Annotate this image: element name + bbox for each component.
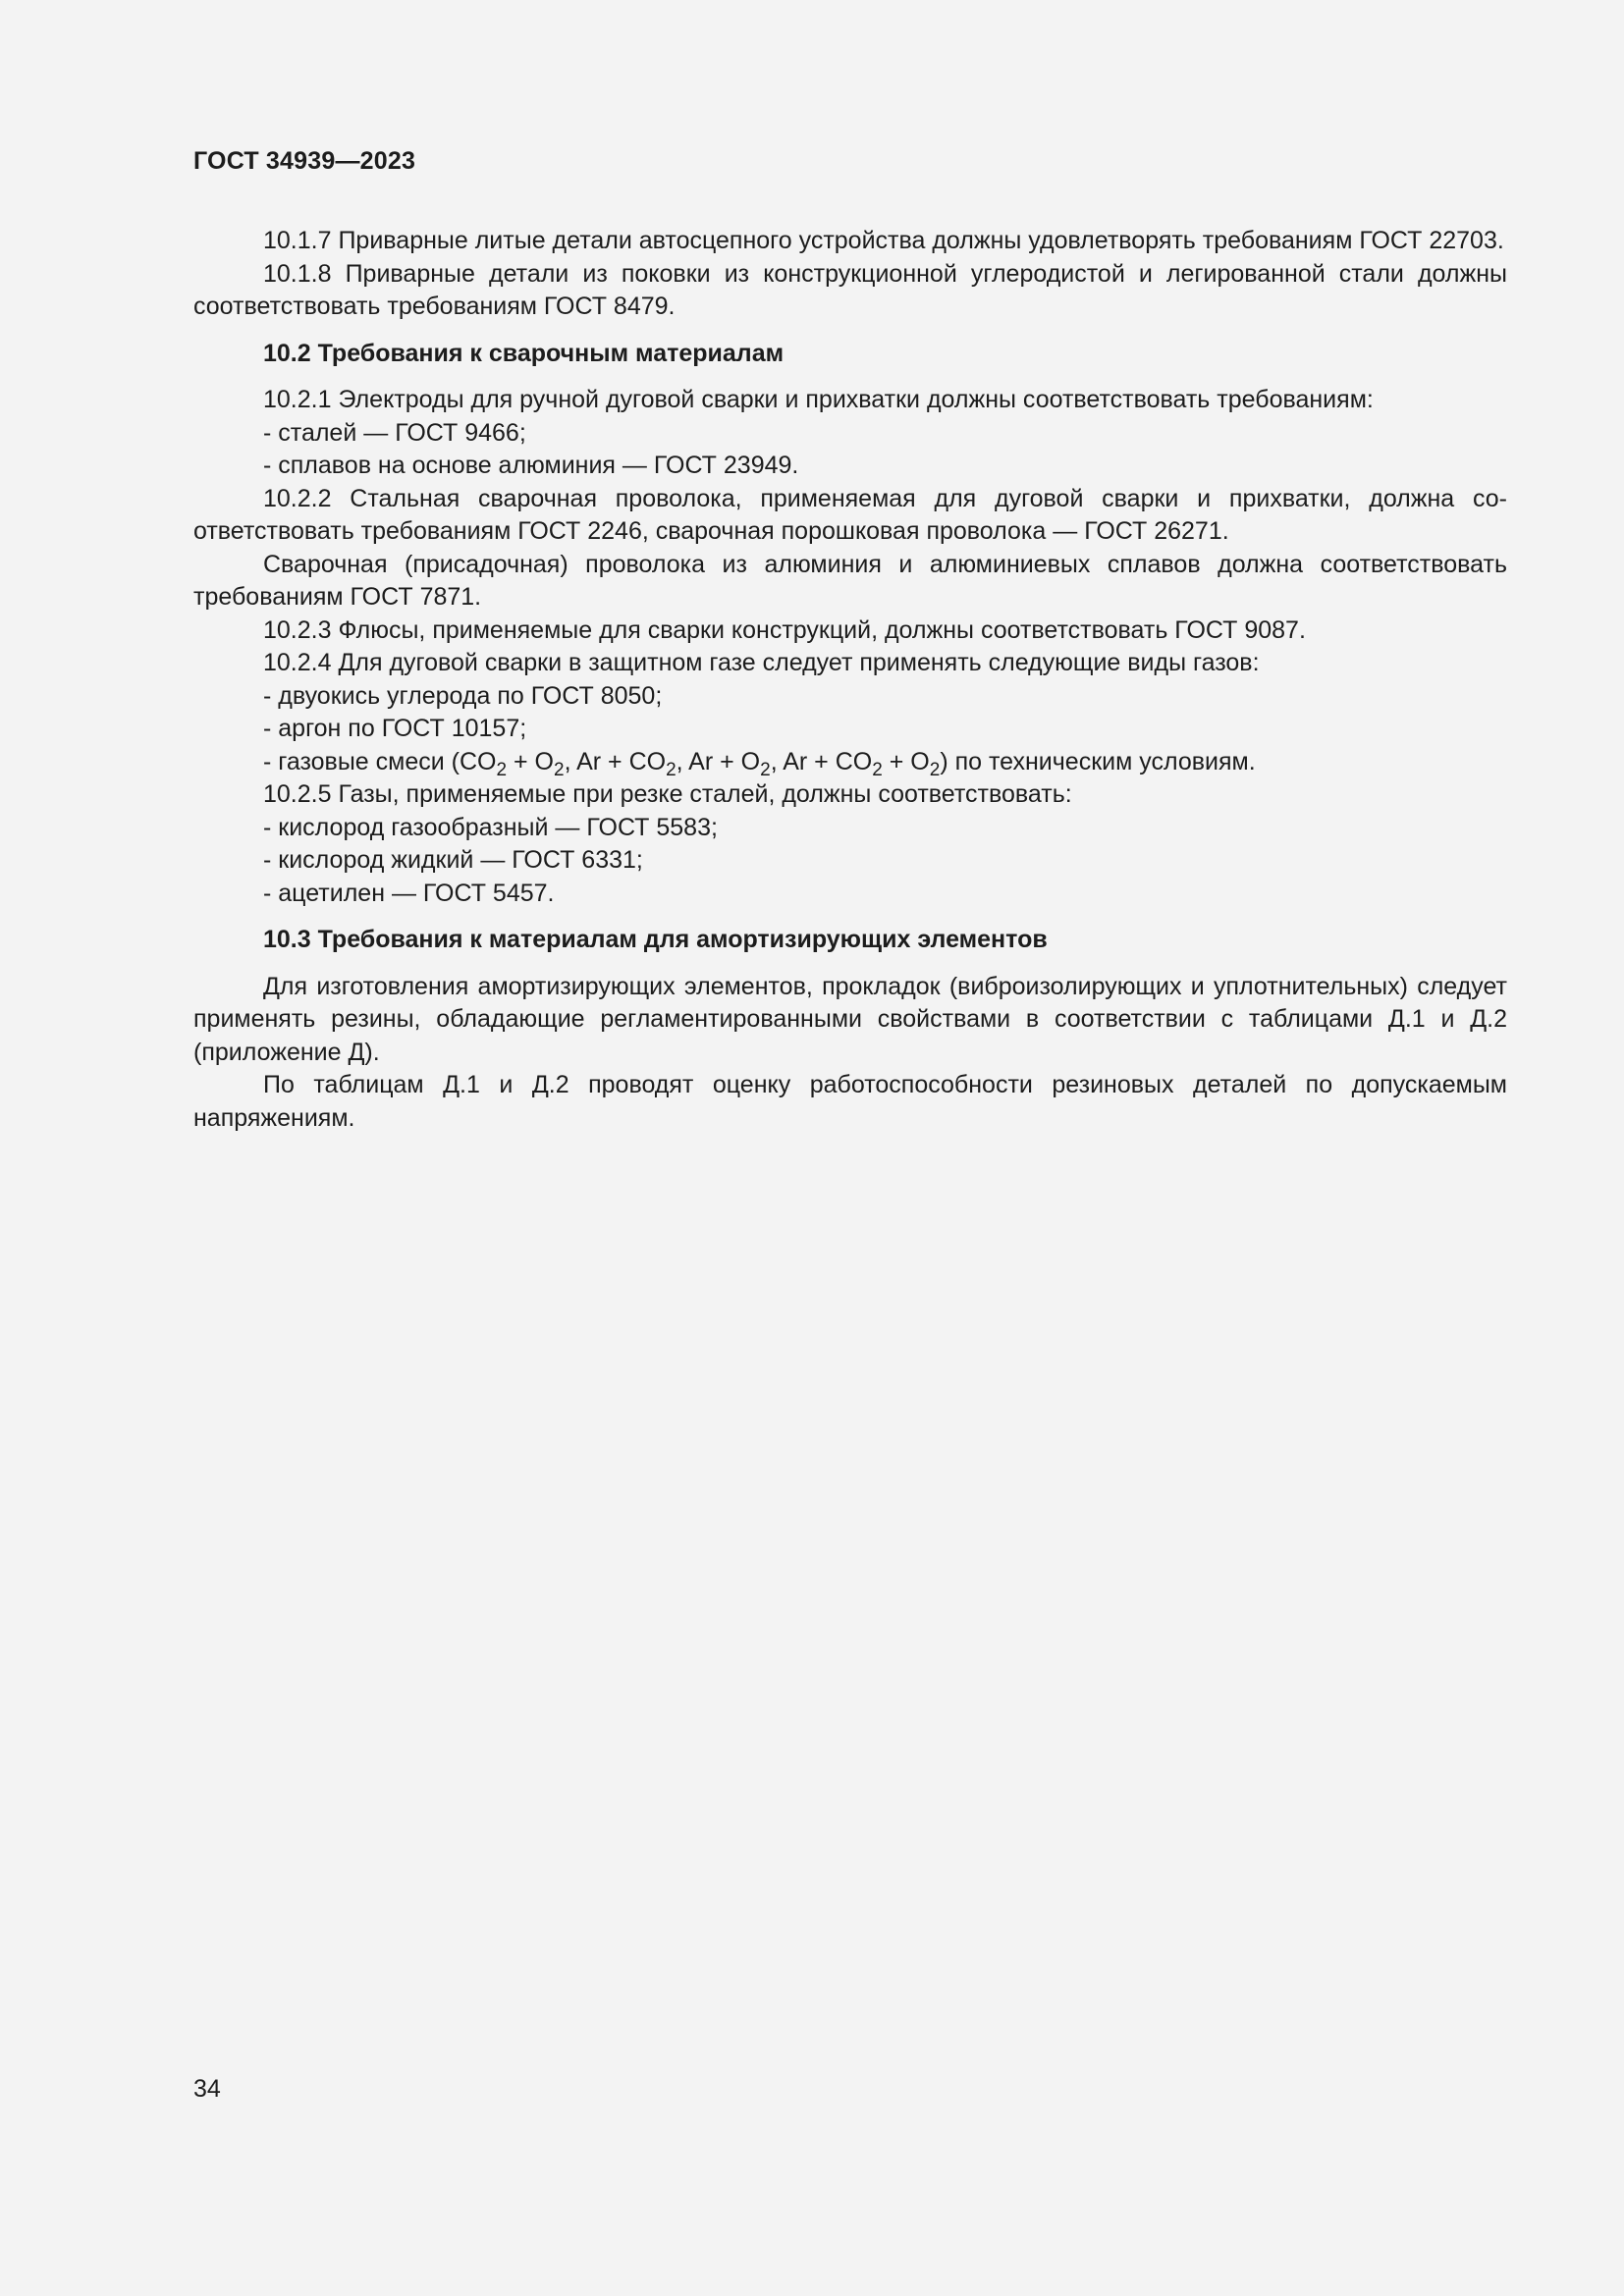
paragraph-10-3-elements: Для изготовления амортизирующих элементов, прокладок (виброизолирующих и уплотнительных) следует применять резины, обладающие регламентированными свойствами в соответствии с таблицами Д.1 и Д.2 (приложение Д). [193, 972, 1507, 1066]
list-item: - аргон по ГОСТ 10157; [263, 715, 527, 742]
paragraph-10-3-assessment: По таблицам Д.1 и Д.2 проводят оценку работоспособности резиновых деталей по допускаемым напряжениям. [193, 1071, 1507, 1132]
section-heading-10-3: 10.3 Требования к материалам для амортизирующих элементов [263, 926, 1048, 953]
paragraph-10-1-8: 10.1.8 Приварные детали из поковки из конструкционной углеродистой и легированной стали должны соответствовать требованиям ГОСТ 8479. [193, 259, 1507, 320]
document-header: ГОСТ 34939—2023 [193, 147, 416, 175]
paragraph-10-2-3: 10.2.3 Флюсы, применяемые для сварки конструкций, должны соответствовать ГОСТ 9087. [263, 615, 1306, 644]
subscript: 2 [929, 759, 941, 780]
gas-mix-text: , Ar + CO [564, 747, 667, 775]
section-heading-10-2: 10.2 Требования к сварочным материалам [263, 339, 785, 367]
paragraph-10-2-5: 10.2.5 Газы, применяемые при резке сталей, должны соответствовать: [263, 780, 1072, 808]
list-item-gas-mixtures [193, 746, 1507, 779]
paragraph-10-2-4: 10.2.4 Для дуговой сварки в защитном газе следует применять следующие виды газов: [263, 649, 1260, 676]
subscript: 2 [496, 759, 508, 780]
gas-mix-text: - газовые смеси (CO [263, 747, 497, 775]
subscript: 2 [554, 759, 565, 780]
page-number: 34 [193, 2075, 221, 2103]
subscript: 2 [760, 759, 771, 780]
paragraph-10-2-1: 10.2.1 Электроды для ручной дуговой сварки и прихватки должны соответствовать требованиям: [263, 386, 1374, 413]
gas-mix-text: , Ar + CO [770, 747, 873, 775]
gas-mix-text: ) по техническим условиям. [940, 747, 1256, 775]
document-body [193, 225, 1507, 1135]
subscript: 2 [872, 759, 883, 780]
list-item: - ацетилен — ГОСТ 5457. [263, 879, 555, 907]
list-item: - сплавов на основе алюминия — ГОСТ 23949. [263, 452, 799, 479]
list-item: - сталей — ГОСТ 9466; [263, 418, 526, 447]
paragraph-10-1-7: 10.1.7 Приварные литые детали автосцепного устройства должны удовлетворять требованиям ГОСТ 22703. [263, 227, 1504, 254]
subscript: 2 [666, 759, 677, 780]
list-item: - кислород жидкий — ГОСТ 6331; [263, 846, 643, 874]
gas-mix-text: , Ar + O [676, 747, 761, 775]
paragraph-10-2-2: 10.2.2 Стальная сварочная проволока, применяемая для дуговой сварки и прихватки, должна соответствовать требованиям ГОСТ 2246, сварочная порошковая проволока — ГОСТ 26271. [193, 484, 1507, 545]
gas-mix-text: + O [507, 747, 554, 775]
gas-mix-text: + O [882, 747, 930, 775]
list-item: - кислород газообразный — ГОСТ 5583; [263, 813, 718, 841]
paragraph-aluminium-wire: Сварочная (присадочная) проволока из алюминия и алюминиевых сплавов должна соответствовать требованиям ГОСТ 7871. [193, 550, 1507, 611]
list-item: - двуокись углерода по ГОСТ 8050; [263, 681, 663, 710]
